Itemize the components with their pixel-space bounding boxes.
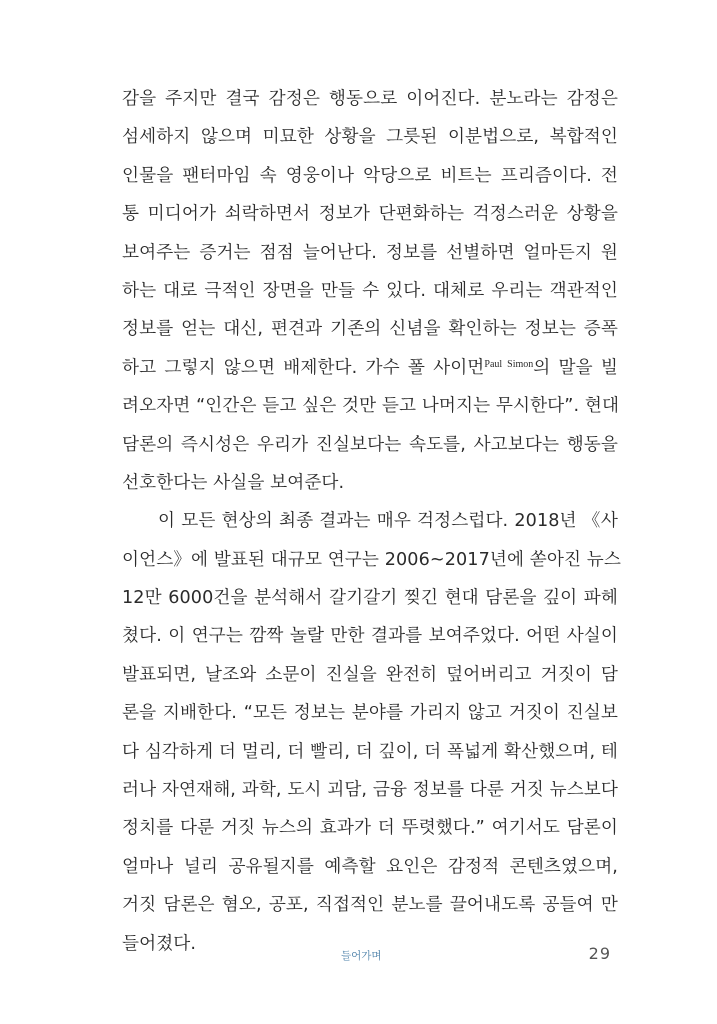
text-line: 다 심각하게 더 멀리, 더 빨리, 더 깊이, 더 폭넓게 확산했으며, 테 [122,741,618,762]
text-line: 선호한다는 사실을 보여준다. [122,472,345,493]
text-line: 이언스》에 발표된 대규모 연구는 2006~2017년에 쏟아진 뉴스 [122,549,621,570]
text-line: 보여주는 증거는 점점 늘어난다. 정보를 선별하면 얼마든지 원 [122,242,618,263]
text-fragment: 의 말을 빌 [533,357,618,378]
text-line: 통 미디어가 쇠락하면서 정보가 단편화하는 걱정스러운 상황을 [122,204,618,225]
text-fragment: 하고 그렇지 않으면 배제한다. 가수 폴 사이먼 [122,357,485,378]
text-line: 섬세하지 않으며 미묘한 상황을 그릇된 이분법으로, 복합적인 [122,127,618,148]
page-number: 29 [588,944,611,963]
text-line: 하는 대로 극적인 장면을 만들 수 있다. 대체로 우리는 객관적인 [122,280,618,301]
text-line: 쳤다. 이 연구는 깜짝 놀랄 만한 결과를 보여주었다. 어떤 사실이 [122,626,618,647]
text-line: 거짓 담론은 혐오, 공포, 직접적인 분노를 끌어내도록 공들여 만 [122,895,618,916]
text-line: 감을 주지만 결국 감정은 행동으로 이어진다. 분노라는 감정은 [122,89,618,109]
text-line: 정보를 얻는 대신, 편견과 기존의 신념을 확인하는 정보는 증폭 [122,319,618,340]
text-line: 인물을 팬터마임 속 영웅이나 악당으로 비트는 프리즘이다. 전 [122,165,618,186]
superscript-name: Paul Simon [484,358,534,370]
text-line: 려오자면 “인간은 듣고 싶은 것만 듣고 나머지는 무시한다”. 현대 [122,396,620,417]
body-text [122,80,621,963]
text-line: 들어졌다. [122,933,197,954]
text-line-with-footname [122,349,618,387]
text-line: 러나 자연재해, 과학, 도시 괴담, 금융 정보를 다룬 거짓 뉴스보다 [122,780,618,801]
text-line: 담론의 즉시성은 우리가 진실보다는 속도를, 사고보다는 행동을 [122,434,618,455]
text-line-paragraph-start: 이 모든 현상의 최종 결과는 매우 걱정스럽다. 2018년 《사 [158,511,618,532]
text-line: 정치를 다룬 거짓 뉴스의 효과가 더 뚜렷했다.” 여기서도 담론이 [122,818,618,839]
text-line: 발표되면, 날조와 소문이 진실을 완전히 덮어버리고 거짓이 담 [122,664,618,685]
text-line: 론을 지배한다. “모든 정보는 분야를 가리지 않고 거짓이 진실보 [122,703,618,724]
text-line: 얼마나 널리 공유될지를 예측할 요인은 감정적 콘텐츠였으며, [122,856,618,877]
running-title: 들어가며 [341,950,382,962]
text-line: 12만 6000건을 분석해서 갈기갈기 찢긴 현대 담론을 깊이 파헤 [122,588,618,609]
